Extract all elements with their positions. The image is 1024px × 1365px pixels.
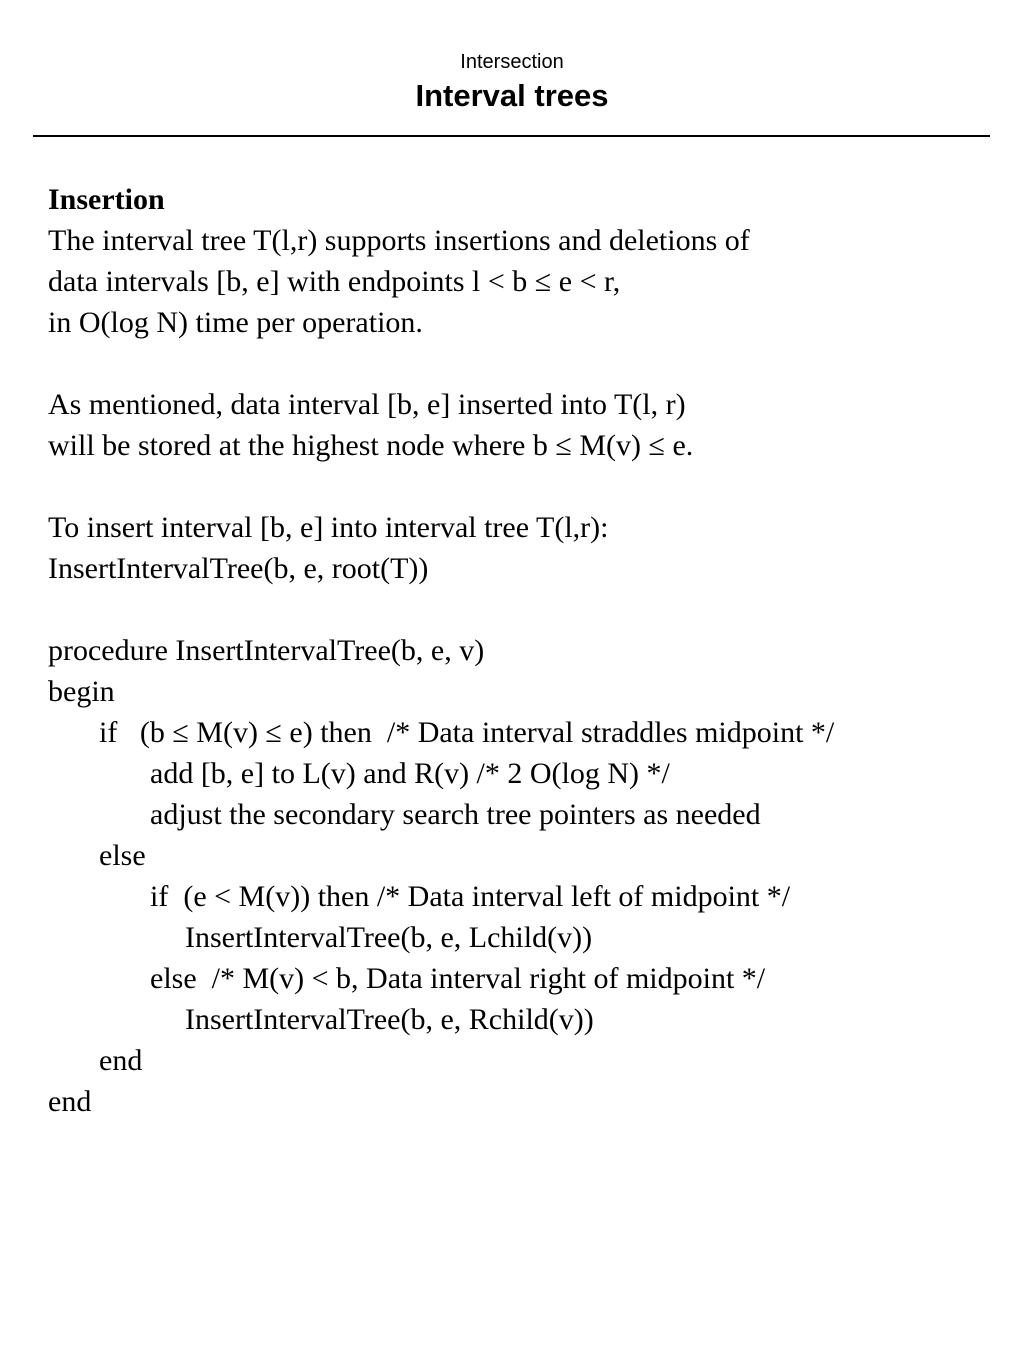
text-line: InsertIntervalTree(b, e, root(T)) — [48, 552, 429, 585]
code-line: InsertIntervalTree(b, e, Rchild(v)) — [185, 1003, 594, 1036]
spacer — [48, 343, 998, 384]
text-line: data intervals [b, e] with endpoints l < b ≤ e < r, — [48, 265, 621, 298]
code-line: if (b ≤ M(v) ≤ e) then /* Data interval straddles midpoint */ — [99, 716, 835, 749]
slide-subtitle: Intersection — [460, 51, 564, 73]
code-line: procedure InsertIntervalTree(b, e, v) — [48, 634, 485, 667]
slide-title: Interval trees — [415, 78, 609, 113]
spacer — [48, 589, 998, 630]
code-line: else — [99, 839, 146, 872]
code-line: if (e < M(v)) then /* Data interval left of midpoint */ — [150, 880, 791, 913]
text-line: As mentioned, data interval [b, e] inserted into T(l, r) — [48, 388, 686, 421]
section-heading: Insertion — [48, 183, 165, 216]
code-line: add [b, e] to L(v) and R(v) /* 2 O(log N) */ — [150, 757, 670, 790]
text-line: in O(log N) time per operation. — [48, 306, 423, 339]
code-line: end — [48, 1085, 92, 1118]
header-divider — [33, 135, 990, 137]
code-line: begin — [48, 675, 115, 708]
code-line: InsertIntervalTree(b, e, Lchild(v)) — [185, 921, 593, 954]
code-line: end — [99, 1044, 143, 1077]
text-line: To insert interval [b, e] into interval tree T(l,r): — [48, 511, 609, 544]
spacer — [48, 466, 998, 507]
text-line: The interval tree T(l,r) supports insertions and deletions of — [48, 224, 750, 257]
text-line: will be stored at the highest node where b ≤ M(v) ≤ e. — [48, 429, 694, 462]
code-line: adjust the secondary search tree pointers as needed — [150, 798, 761, 831]
slide-body — [48, 179, 998, 1122]
code-line: else /* M(v) < b, Data interval right of midpoint */ — [150, 962, 766, 995]
